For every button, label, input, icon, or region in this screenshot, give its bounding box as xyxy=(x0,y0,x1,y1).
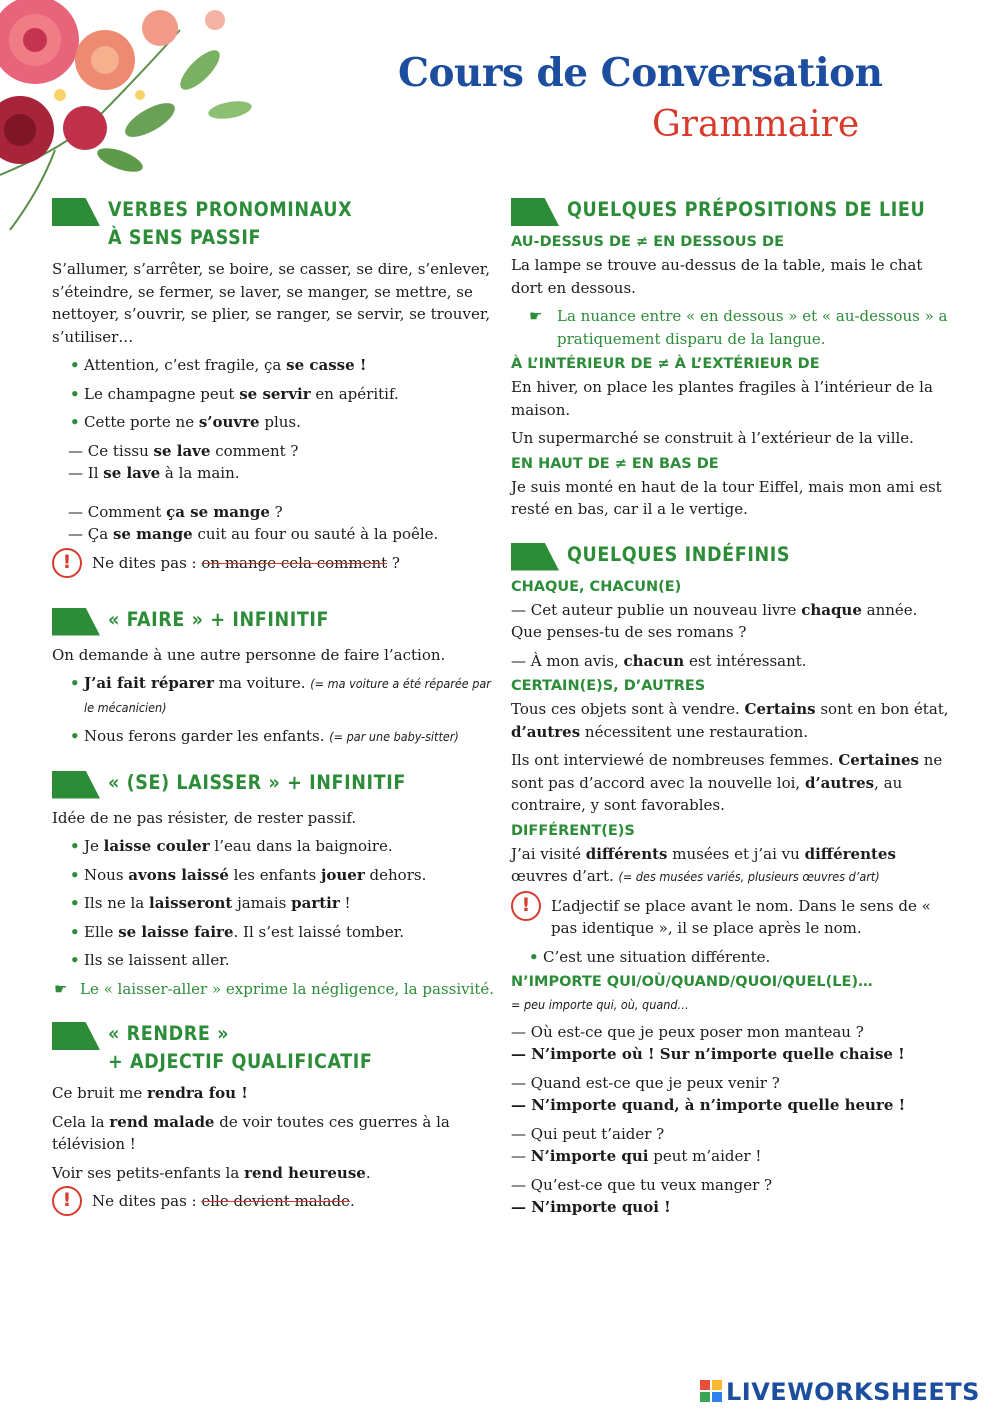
example-text: Un supermarché se construit à l’extérieur de la ville. xyxy=(511,429,914,447)
page-title: Cours de Conversation xyxy=(398,50,883,96)
tip-note: ☛ Le « laisser-aller » exprime la négligence, la passivité. xyxy=(52,978,497,1001)
dialogue-line: — N’importe où ! Sur n’importe quelle chaise ! xyxy=(511,1045,905,1063)
section-indefinis xyxy=(511,541,949,1219)
green-flag-icon xyxy=(511,543,559,571)
dialogue-line: — Ce tissu se lave comment ? xyxy=(68,441,299,460)
section-title: À SENS PASSIF xyxy=(108,226,262,249)
subsection-title: DIFFÉRENT(E)S xyxy=(511,822,635,839)
list-item: • Nous ferons garder les enfants. (= par une baby-sitter) xyxy=(52,725,497,749)
tip-note: ☛ La nuance entre « en dessous » et « au-dessous » a pratiquement disparu de la langue. xyxy=(529,307,948,348)
intro-text: S’allumer, s’arrêter, se boire, se casser, se dire, s’enlever, s’éteindre, se fermer, se laver, se manger, se mettre, se nettoyer, s’ouvrir, se plier, se ranger, se servir, se trouver, s’utiliser… xyxy=(52,260,491,346)
section-title: « FAIRE » + INFINITIF xyxy=(108,607,330,631)
subsection-title: CHAQUE, CHACUN(E) xyxy=(511,578,682,595)
list-item: • J’ai fait réparer ma voiture. (= ma voiture a été réparée par le mécanicien) xyxy=(52,672,497,719)
subsection-title: À L’INTÉRIEUR DE ≠ À L’EXTÉRIEUR DE xyxy=(511,356,820,372)
list-item: • Nous avons laissé les enfants jouer dehors. xyxy=(52,864,497,887)
list-item: • Ils ne la laisseront jamais partir ! xyxy=(52,892,497,915)
green-flag-icon xyxy=(511,198,559,226)
dialogue-line: — N’importe quand, à n’importe quelle heure ! xyxy=(511,1096,906,1114)
section-laisser-infinitif xyxy=(52,769,497,1001)
green-flag-icon xyxy=(52,198,100,226)
dialogue-line: — N’importe quoi ! xyxy=(511,1198,671,1216)
section-rendre-adjectif xyxy=(52,1020,497,1224)
logo-blocks-icon xyxy=(700,1380,722,1402)
pointing-hand-icon: ☛ xyxy=(54,979,68,998)
intro-text: Idée de ne pas résister, de rester passif. xyxy=(52,808,357,827)
section-title: + ADJECTIF QUALIFICATIF xyxy=(108,1050,373,1073)
right-column xyxy=(511,196,949,1239)
warning-note: ! L’adjectif se place avant le nom. Dans le sens de « pas identique », il se place après le nom. xyxy=(511,895,949,940)
list-item: • Elle se laisse faire. Il s’est laissé tomber. xyxy=(52,921,497,944)
dialogue-line: — Comment ça se mange ? xyxy=(68,502,283,521)
section-title: QUELQUES PRÉPOSITIONS DE LIEU xyxy=(567,198,926,221)
list-item: • Le champagne peut se servir en apéritif. xyxy=(52,383,497,406)
green-flag-icon xyxy=(52,608,100,636)
dialogue-line: — Il se lave à la main. xyxy=(68,464,240,482)
note-text: = peu importe qui, où, quand… xyxy=(511,997,689,1012)
section-verbes-pronominaux xyxy=(52,196,497,586)
list-item: • Je laisse couler l’eau dans la baignoire. xyxy=(52,835,497,858)
dialogue-line: — Quand est-ce que je peux venir ? xyxy=(511,1073,780,1092)
example-text: Ils ont interviewé de nombreuses femmes. Certaines ne sont pas d’accord avec la nouvelle loi, d’autres, au contraire, y sont favorables. xyxy=(511,751,943,814)
section-prepositions-lieu xyxy=(511,196,949,521)
list-item: • C’est une situation différente. xyxy=(511,946,949,969)
subsection-title: EN HAUT DE ≠ EN BAS DE xyxy=(511,455,719,472)
liveworksheets-logo: LIVEWORKSHEETS xyxy=(700,1378,980,1406)
exclamation-circle-icon: ! xyxy=(52,548,82,578)
example-text: Ce bruit me rendra fou ! xyxy=(52,1084,248,1102)
example-text: En hiver, on place les plantes fragiles à l’intérieur de la maison. xyxy=(511,378,933,419)
dialogue-line: — Où est-ce que je peux poser mon manteau ? xyxy=(511,1022,864,1041)
exclamation-circle-icon: ! xyxy=(511,891,541,921)
section-title: QUELQUES INDÉFINIS xyxy=(567,542,791,566)
dialogue-line: — À mon avis, chacun est intéressant. xyxy=(511,651,807,670)
section-title: « (SE) LAISSER » + INFINITIF xyxy=(108,770,406,794)
intro-text: On demande à une autre personne de faire l’action. xyxy=(52,645,446,664)
subsection-title: CERTAIN(E)S, D’AUTRES xyxy=(511,678,706,694)
section-title: VERBES PRONOMINAUX xyxy=(108,198,353,221)
section-faire-infinitif xyxy=(52,606,497,749)
left-column xyxy=(52,196,497,1244)
section-title: « RENDRE » xyxy=(108,1022,230,1045)
example-text: Cela la rend malade de voir toutes ces guerres à la télévision ! xyxy=(52,1112,450,1153)
example-text: La lampe se trouve au-dessus de la table, mais le chat dort en dessous. xyxy=(511,256,923,297)
pointing-hand-icon: ☛ xyxy=(529,307,543,325)
dialogue-line: — Qu’est-ce que tu veux manger ? xyxy=(511,1175,773,1194)
subsection-title: AU-DESSUS DE ≠ EN DESSOUS DE xyxy=(511,234,784,250)
page-subtitle: Grammaire xyxy=(652,104,860,145)
warning-note: ! Ne dites pas : on mange cela comment ? xyxy=(52,552,497,586)
list-item: • Ils se laissent aller. xyxy=(52,949,497,972)
dialogue-line: — N’importe qui peut m’aider ! xyxy=(511,1147,762,1165)
warning-note: ! Ne dites pas : elle devient malade. xyxy=(52,1190,497,1224)
list-item: • Attention, c’est fragile, ça se casse ! xyxy=(52,354,497,377)
dialogue-line: — Ça se mange cuit au four ou sauté à la poêle. xyxy=(68,525,439,543)
example-text: J’ai visité différents musées et j’ai vu différentes œuvres d’art. (= des musées variés, plusieurs œuvres d’art) xyxy=(511,844,896,885)
subsection-title: N’IMPORTE QUI/OÙ/QUAND/QUOI/QUEL(LE)… xyxy=(511,974,873,990)
green-flag-icon xyxy=(52,1022,100,1050)
green-flag-icon xyxy=(52,771,100,799)
dialogue-line: — Qui peut t’aider ? xyxy=(511,1124,665,1143)
example-text: Tous ces objets sont à vendre. Certains sont en bon état, d’autres nécessitent une restauration. xyxy=(511,700,949,741)
example-text: Voir ses petits-enfants la rend heureuse. xyxy=(52,1163,371,1182)
list-item: • Cette porte ne s’ouvre plus. xyxy=(52,411,497,434)
example-text: Je suis monté en haut de la tour Eiffel, mais mon ami est resté en bas, car il a le vertige. xyxy=(511,477,942,518)
dialogue-line: — Cet auteur publie un nouveau livre chaque année. Que penses-tu de ses romans ? xyxy=(511,600,918,641)
exclamation-circle-icon: ! xyxy=(52,1186,82,1216)
